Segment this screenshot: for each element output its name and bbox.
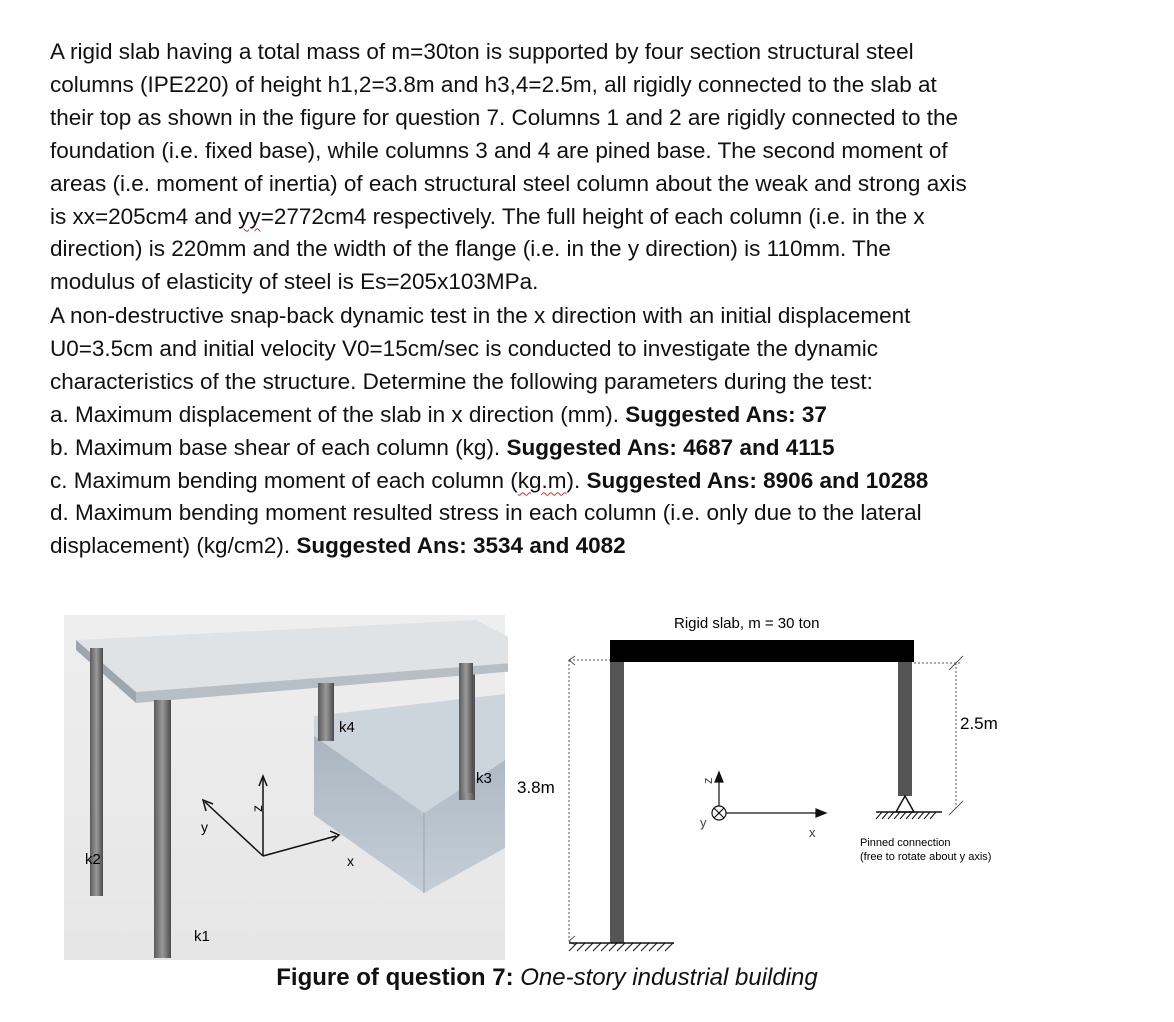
question-c: c. Maximum bending moment of each column (kg.m). Suggested Ans: 8906 and 10288 <box>50 467 929 493</box>
spellcheck-word: yy <box>238 203 261 229</box>
text-line: direction) is 220mm and the width of the flange (i.e. in the y direction) is 110mm. The <box>50 236 891 262</box>
column-k4 <box>318 683 334 741</box>
text-line: foundation (i.e. fixed base), while columns 3 and 4 are pined base. The second moment of <box>50 137 948 163</box>
text-line: A non-destructive snap-back dynamic test in the x direction with an initial displacement <box>50 303 911 328</box>
text-line: areas (i.e. moment of inertia) of each structural steel column about the weak and strong axis <box>50 170 967 196</box>
label-x-3d: x <box>347 853 354 869</box>
text-line: modulus of elasticity of steel is Es=205x103MPa. <box>50 269 539 295</box>
answer-d: Suggested Ans: 3534 and 4082 <box>296 533 626 559</box>
question-b: b. Maximum base shear of each column (kg). Suggested Ans: 4687 and 4115 <box>50 434 835 460</box>
label-k1: k1 <box>194 928 210 945</box>
label-y-3d: y <box>201 819 208 835</box>
text-line: is xx=205cm4 and yy=2772cm4 respectively. The full height of each column (i.e. in the x <box>50 203 925 229</box>
problem-paragraph-2 <box>50 300 1140 563</box>
label-z-2d: z <box>700 777 715 784</box>
text-line: their top as shown in the figure for question 7. Columns 1 and 2 are rigidly connected to the <box>50 104 959 130</box>
label-x-2d: x <box>809 825 816 840</box>
question-d-cont: displacement) (kg/cm2). Suggested Ans: 3534 and 4082 <box>50 533 626 559</box>
height-left-label: 3.8m <box>517 778 555 797</box>
pinned-label: Pinned connection <box>860 837 951 849</box>
label-z-3d: z <box>249 805 265 812</box>
label-k2: k2 <box>85 851 101 868</box>
answer-c: Suggested Ans: 8906 and 10288 <box>586 467 929 493</box>
label-y-2d: y <box>700 815 707 830</box>
text-line: A rigid slab having a total mass of m=30ton is supported by four section structural steel <box>50 39 914 64</box>
text-line: columns (IPE220) of height h1,2=3.8m and h3,4=2.5m, all rigidly connected to the slab at <box>50 71 937 97</box>
pinned-column <box>898 662 912 796</box>
height-right-label: 2.5m <box>960 714 998 733</box>
text-line: U0=3.5cm and initial velocity V0=15cm/sec is conducted to investigate the dynamic <box>50 335 878 361</box>
text-line: characteristics of the structure. Determine the following parameters during the test: <box>50 368 873 394</box>
label-k4: k4 <box>339 719 355 736</box>
question-a: a. Maximum displacement of the slab in x direction (mm). Suggested Ans: 37 <box>50 401 827 427</box>
answer-b: Suggested Ans: 4687 and 4115 <box>506 434 835 460</box>
structure-figure <box>64 608 1024 963</box>
column-k1 <box>154 700 171 958</box>
elevation-view <box>508 615 1024 960</box>
label-k3: k3 <box>476 770 492 787</box>
figure-caption: Figure of question 7: One-story industrial building <box>276 964 818 991</box>
spellcheck-word: kg.m <box>517 467 567 493</box>
rigid-slab <box>610 640 914 662</box>
pinned-label-note: (free to rotate about y axis) <box>860 851 992 863</box>
question-d: d. Maximum bending moment resulted stress in each column (i.e. only due to the lateral <box>50 500 922 526</box>
answer-a: Suggested Ans: 37 <box>625 401 827 427</box>
problem-paragraph-1 <box>50 36 1140 299</box>
slab-label: Rigid slab, m = 30 ton <box>674 615 820 632</box>
isometric-view <box>64 615 552 960</box>
fixed-column <box>610 662 624 943</box>
